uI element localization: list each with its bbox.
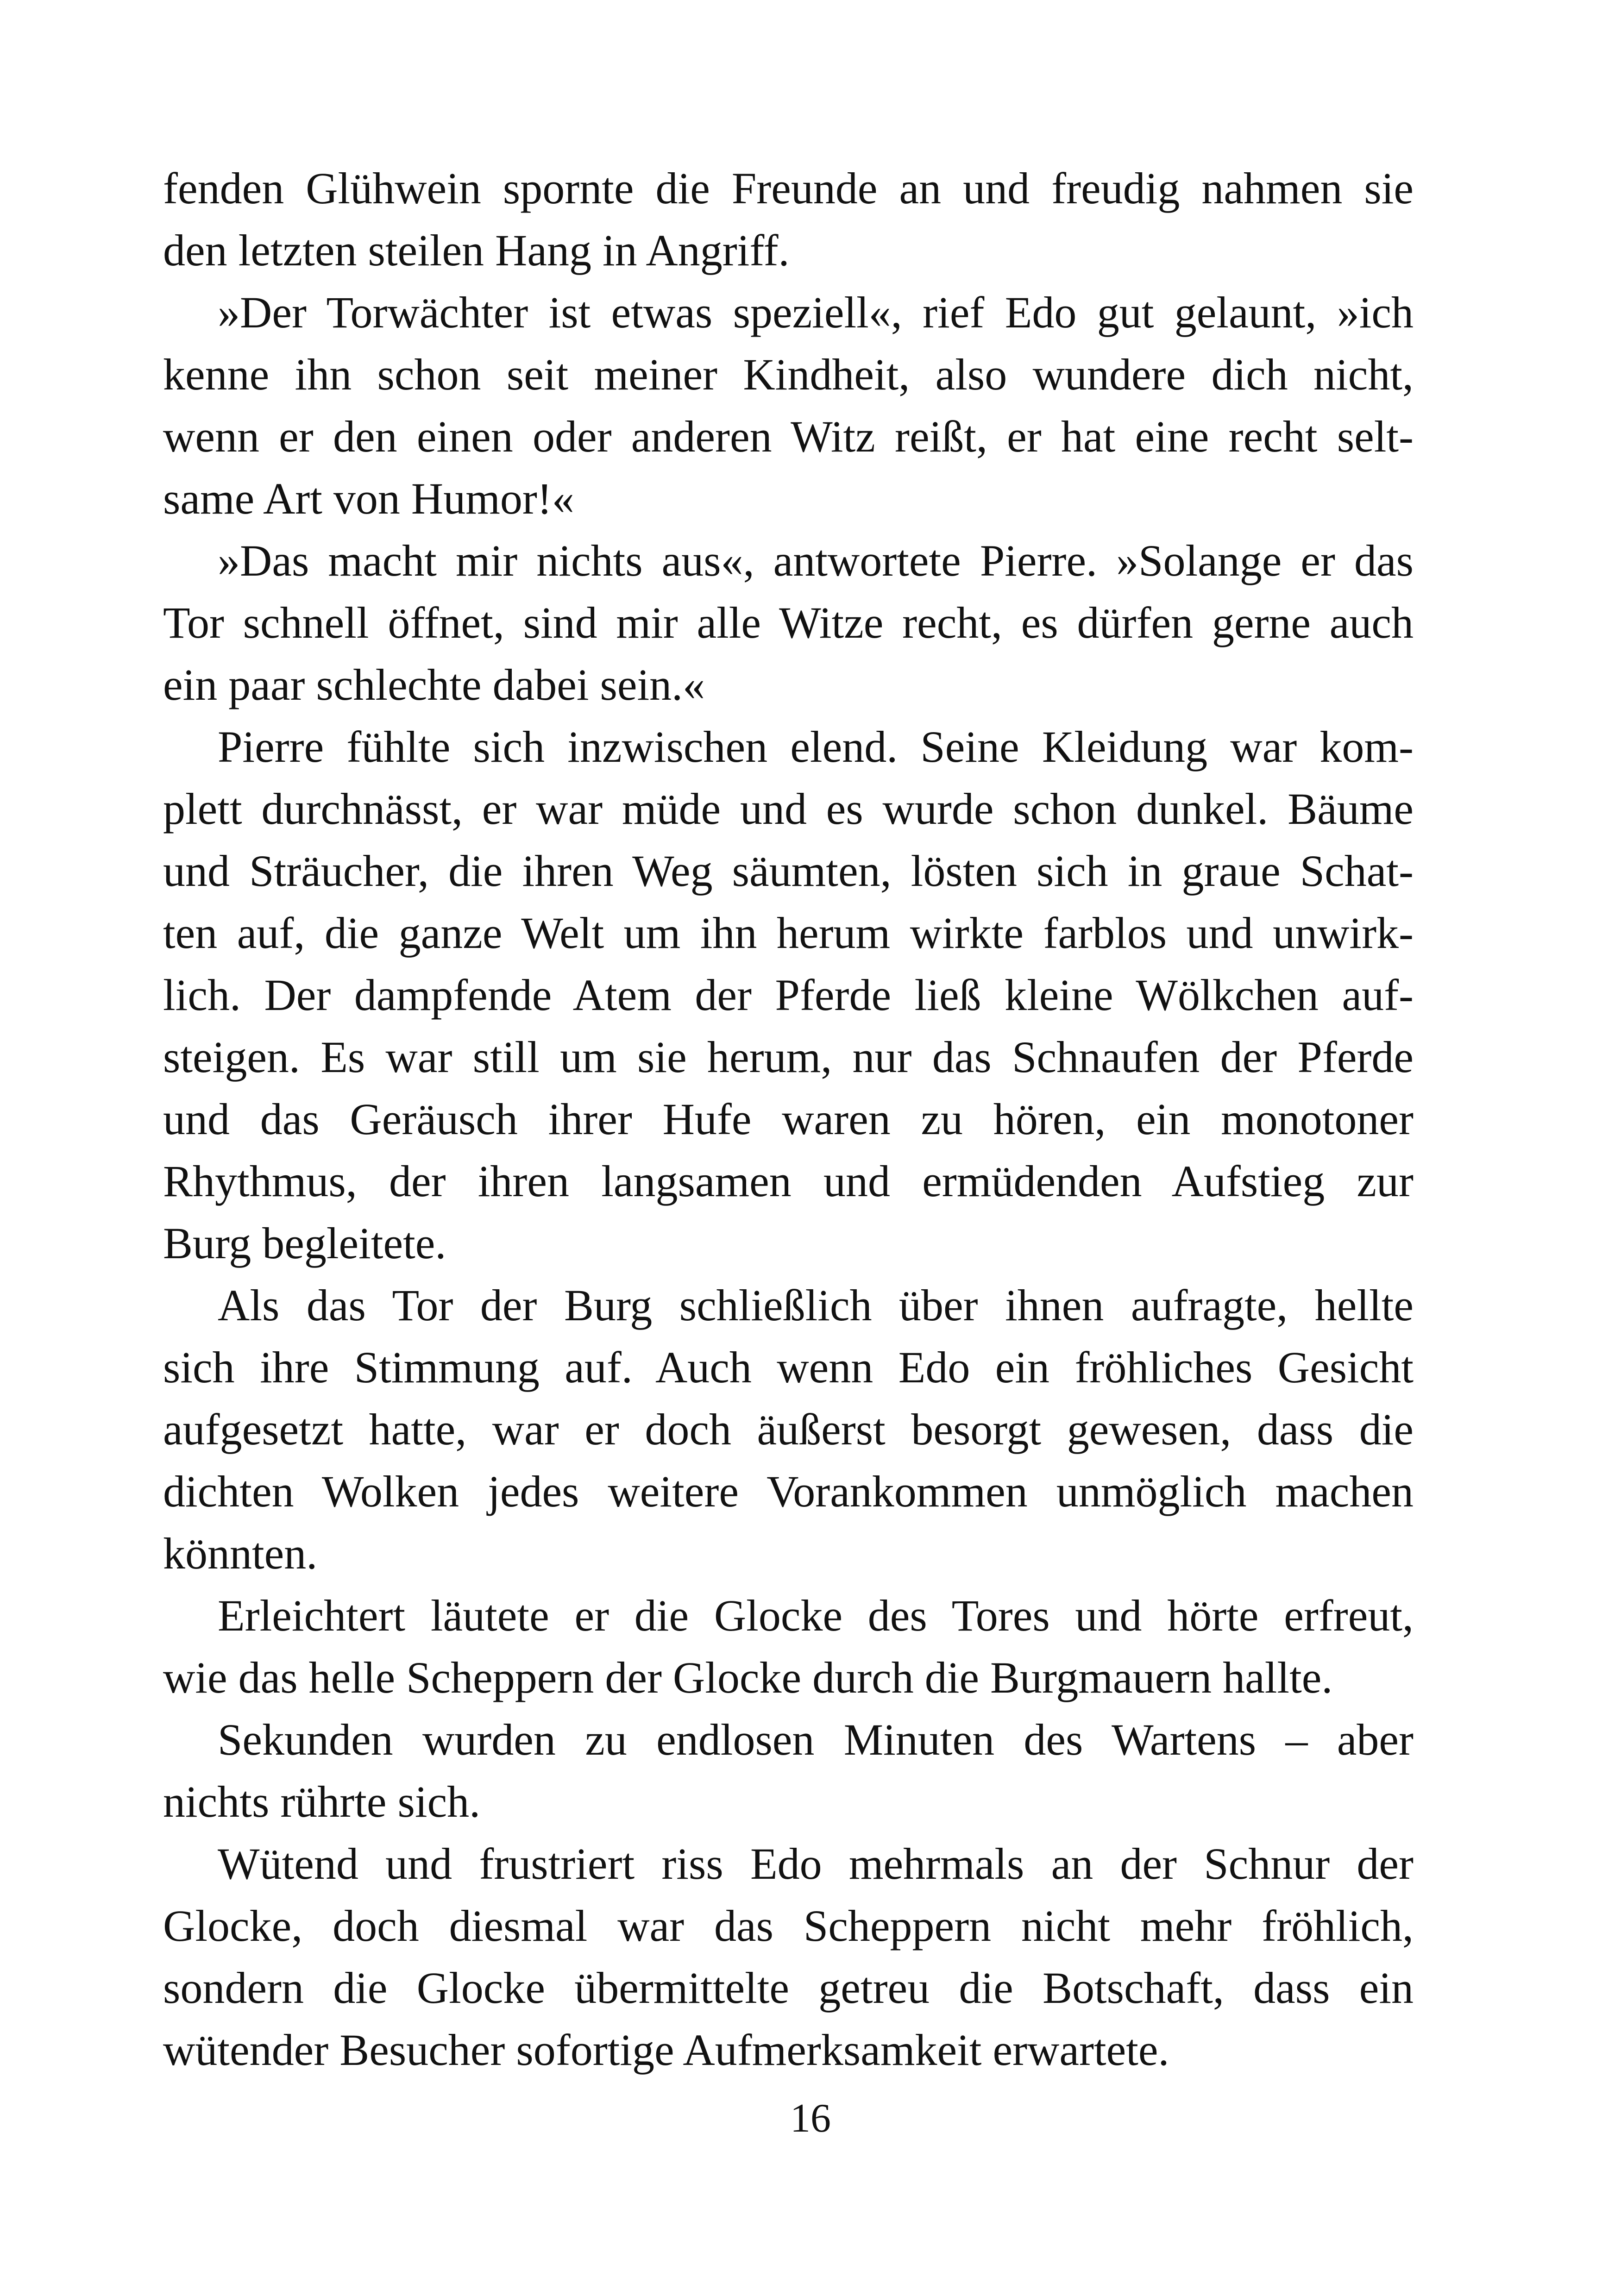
text-line: wütender Besucher sofortige Aufmerksamkeit erwartete. [163,2025,1169,2075]
text-line: nichts rührte sich. [163,1777,481,1826]
paragraph [163,1709,1414,1833]
text-line: Erleichtert läutete er die Glocke des Tores und hörte erfreut, [218,1591,1414,1640]
text-line: aufgesetzt hatte, war er doch äußerst besorgt gewesen, dass die [163,1405,1414,1454]
text-line: den letzten steilen Hang in Angriff. [163,226,790,275]
paragraph-continuation [163,157,1414,282]
text-line: Tor schnell öffnet, sind mir alle Witze recht, es dürfen gerne auch [163,598,1414,647]
text-line: lich. Der dampfende Atem der Pferde ließ kleine Wölkchen auf- [163,970,1414,1020]
text-line: Pierre fühlte sich inzwischen elend. Seine Kleidung war kom- [218,722,1414,772]
page-number: 16 [790,2096,831,2141]
text-line: same Art von Humor!« [163,474,574,523]
text-line: kenne ihn schon seit meiner Kindheit, also wundere dich nicht, [163,350,1414,399]
text-line: wenn er den einen oder anderen Witz reißt, er hat eine recht selt- [163,412,1414,461]
paragraph [163,282,1414,530]
text-line: ten auf, die ganze Welt um ihn herum wirkte farblos und unwirk- [163,908,1414,958]
body-text [163,157,1414,2081]
text-line: Glocke, doch diesmal war das Scheppern nicht mehr fröhlich, [163,1901,1414,1951]
paragraph [163,1585,1414,1709]
text-line: Rhythmus, der ihren langsamen und ermüdenden Aufstieg zur [163,1156,1414,1206]
text-line: könnten. [163,1529,318,1578]
text-line: steigen. Es war still um sie herum, nur das Schnaufen der Pferde [163,1032,1414,1082]
text-line: Als das Tor der Burg schließlich über ihnen aufragte, hellte [218,1280,1414,1330]
text-line: und Sträucher, die ihren Weg säumten, lösten sich in graue Schat- [163,846,1414,896]
text-line: Wütend und frustriert riss Edo mehrmals an der Schnur der [218,1839,1414,1888]
text-line: Sekunden wurden zu endlosen Minuten des Wartens – aber [218,1715,1414,1764]
text-line: fenden Glühwein spornte die Freunde an und freudig nahmen sie [163,163,1414,213]
text-line: wie das helle Scheppern der Glocke durch die Burgmauern hallte. [163,1653,1333,1702]
text-line: dichten Wolken jedes weitere Vorankommen unmöglich machen [163,1467,1414,1516]
text-line: »Das macht mir nichts aus«, antwortete Pierre. »Solange er das [218,536,1414,585]
text-line: sondern die Glocke übermittelte getreu die Botschaft, dass ein [163,1963,1414,2013]
paragraph [163,1274,1414,1585]
text-line: »Der Torwächter ist etwas speziell«, rief Edo gut gelaunt, »ich [218,288,1414,337]
paragraph [163,530,1414,716]
paragraph [163,1833,1414,2081]
text-line: ein paar schlechte dabei sein.« [163,660,705,709]
text-line: plett durchnässt, er war müde und es wurde schon dunkel. Bäume [163,784,1414,834]
text-line: sich ihre Stimmung auf. Auch wenn Edo ein fröhliches Gesicht [163,1342,1414,1392]
text-line: Burg begleitete. [163,1218,446,1268]
paragraph [163,716,1414,1274]
text-line: und das Geräusch ihrer Hufe waren zu hören, ein monotoner [163,1094,1414,1144]
